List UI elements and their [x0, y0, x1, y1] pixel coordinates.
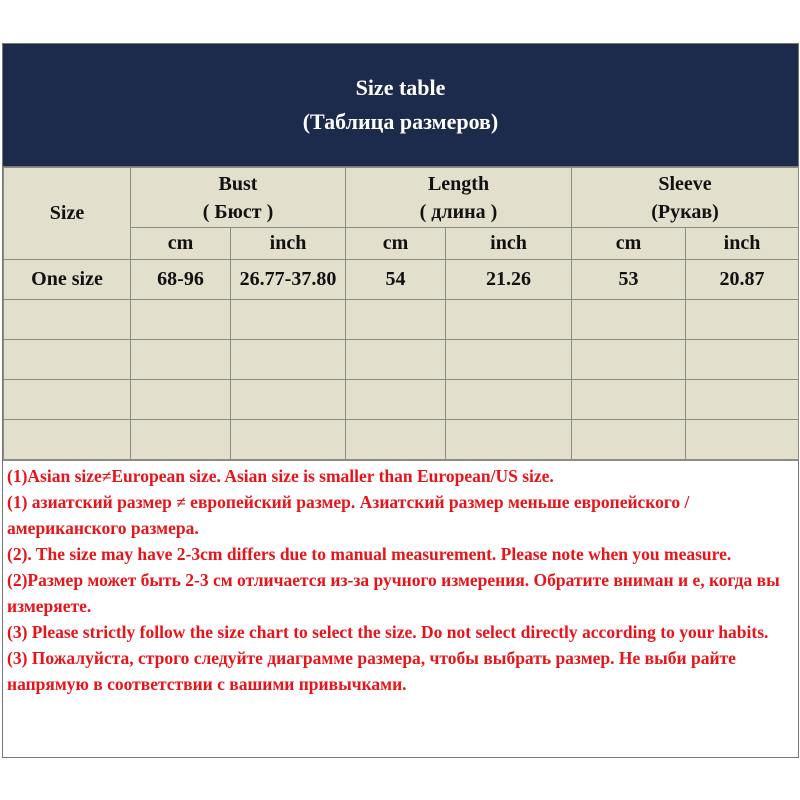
- note-line: (1)Asian size≠European size. Asian size is smaller than European/US size.: [7, 466, 554, 486]
- size-notes: [3, 460, 798, 699]
- size-table: [3, 167, 799, 460]
- unit-cell: cm: [572, 228, 686, 260]
- empty-cell: [572, 380, 686, 420]
- table-header-row: [4, 168, 799, 228]
- empty-row: [4, 420, 799, 460]
- empty-cell: [231, 380, 346, 420]
- bust-label-ru: ( Бюст ): [202, 200, 274, 223]
- empty-cell: [231, 300, 346, 340]
- value-cell: 20.87: [686, 260, 799, 300]
- length-header: [346, 168, 572, 228]
- empty-cell: [572, 340, 686, 380]
- empty-cell: [131, 300, 231, 340]
- sleeve-label: Sleeve: [658, 172, 712, 195]
- sleeve-label-ru: (Рукав): [651, 200, 719, 223]
- empty-cell: [686, 300, 799, 340]
- length-label: Length: [427, 172, 490, 195]
- empty-cell: [4, 420, 131, 460]
- bust-label: Bust: [218, 172, 258, 195]
- empty-cell: [4, 380, 131, 420]
- empty-cell: [4, 340, 131, 380]
- unit-cell: cm: [131, 228, 231, 260]
- note-line: (2). The size may have 2-3cm differs due to manual measurement. Please note when you measure.: [7, 544, 732, 564]
- unit-cell: inch: [446, 228, 572, 260]
- note-line: (3) Please strictly follow the size chart to select the size. Do not select directly according to your habits.: [7, 622, 769, 642]
- empty-row: [4, 380, 799, 420]
- empty-cell: [231, 340, 346, 380]
- page-subtitle: (Таблица размеров): [302, 109, 499, 134]
- table-row: [4, 260, 799, 300]
- size-cell: One size: [4, 260, 131, 300]
- value-cell: 26.77-37.80: [231, 260, 346, 300]
- empty-cell: [572, 420, 686, 460]
- empty-row: [4, 300, 799, 340]
- unit-cell: inch: [231, 228, 346, 260]
- unit-cell: inch: [686, 228, 799, 260]
- empty-cell: [346, 300, 446, 340]
- note-line: (2)Размер может быть 2-3 см отличается из-за ручного измерения. Обратите вниман и е, когда вы измеряете.: [7, 570, 780, 616]
- note-line: (3) Пожалуйста, строго следуйте диаграмме размера, чтобы выбрать размер. Не выби райте напрямую в соответствии с вашими привычками.: [7, 648, 736, 694]
- value-cell: 68-96: [131, 260, 231, 300]
- empty-cell: [686, 340, 799, 380]
- empty-row: [4, 340, 799, 380]
- value-cell: 21.26: [446, 260, 572, 300]
- empty-cell: [572, 300, 686, 340]
- empty-cell: [446, 420, 572, 460]
- title-banner: [3, 44, 798, 167]
- unit-cell: cm: [346, 228, 446, 260]
- size-column-header: Size: [4, 168, 131, 260]
- size-chart: [2, 43, 799, 758]
- empty-cell: [686, 380, 799, 420]
- empty-cell: [131, 340, 231, 380]
- empty-cell: [346, 340, 446, 380]
- empty-cell: [131, 420, 231, 460]
- value-cell: 53: [572, 260, 686, 300]
- length-label-ru: ( длина ): [419, 200, 498, 223]
- empty-cell: [346, 420, 446, 460]
- page-title: Size table: [355, 75, 446, 100]
- bust-header: [131, 168, 346, 228]
- empty-cell: [231, 420, 346, 460]
- empty-cell: [686, 420, 799, 460]
- value-cell: 54: [346, 260, 446, 300]
- empty-cell: [346, 380, 446, 420]
- empty-cell: [446, 380, 572, 420]
- empty-cell: [446, 300, 572, 340]
- empty-cell: [446, 340, 572, 380]
- empty-cell: [131, 380, 231, 420]
- empty-cell: [4, 300, 131, 340]
- sleeve-header: [572, 168, 799, 228]
- note-line: (1) азиатский размер ≠ европейский размер. Азиатский размер меньше европейского / американского размера.: [7, 492, 690, 538]
